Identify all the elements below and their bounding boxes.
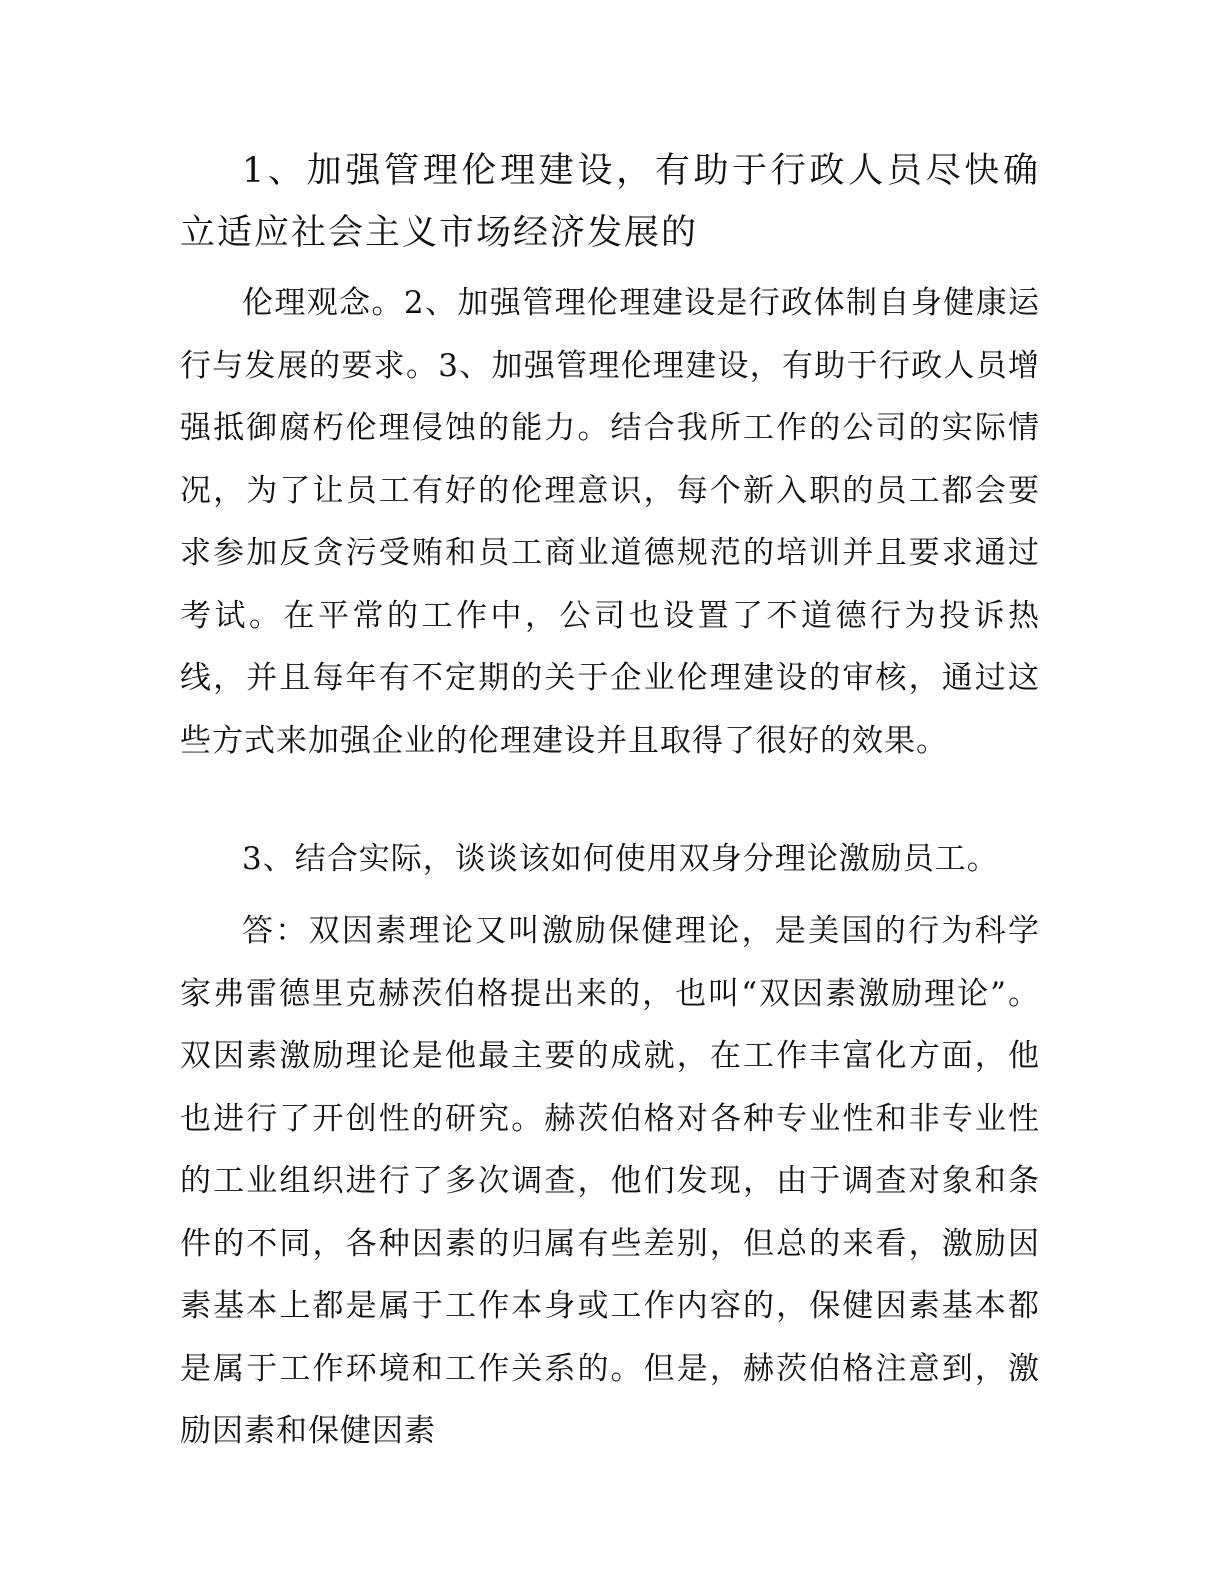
paragraph-ethics-point-1: 1、加强管理伦理建设，有助于行政人员尽快确立适应社会主义市场经济发展的 [180,151,1040,253]
paragraph-ethics-continued: 伦理观念。2、加强管理伦理建设是行政体制自身健康运行与发展的要求。3、加强管理伦理建设，有助于行政人员增强抵御腐朽伦理侵蚀的能力。结合我所工作的公司的实际情况，为了让员工有好的伦理意识，每个新入职的员工都会要求参加反贪污受贿和员工商业道德规范的培训并且要求通过考试。在平常的工作中，公司也设置了不道德行为投诉热线，并且每年有不定期的关于企业伦理建设的审核，通过这些方式来加强企业的伦理建设并且取得了很好的效果。 [180,285,1040,759]
question-heading: 3、结合实际，谈谈该如何使用双身分理论激励员工。 [242,841,999,877]
answer-paragraph: 答：双因素理论又叫激励保健理论，是美国的行为科学家弗雷德里克赫茨伯格提出来的，也叫“双因素激励理论”。双因素激励理论是他最主要的成就，在工作丰富化方面，他也进行了开创性的研究。赫茨伯格对各种专业性和非专业性的工业组织进行了多次调查，他们发现，由于调查对象和条件的不同，各种因素的归属有些差别，但总的来看，激励因素基本上都是属于工作本身或工作内容的，保健因素基本都是属于工作环境和工作关系的。但是，赫茨伯格注意到，激励因素和保健因素 [180,913,1040,1449]
